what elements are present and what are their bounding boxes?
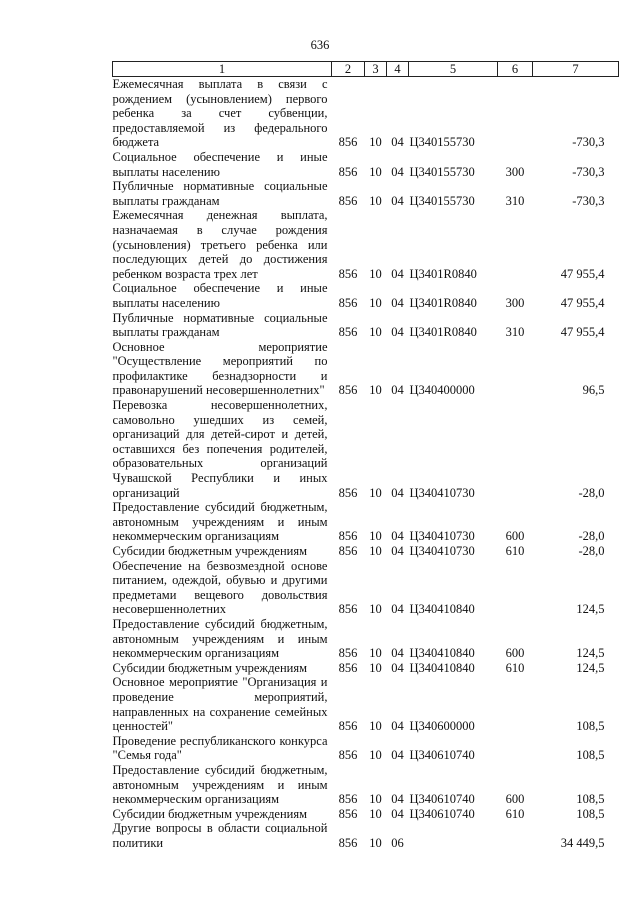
item-name: Ежемесячная выплата в связи с рождением (усыновлением) первого ребенка за счет субвенции, предоставляемой из федерального бюджета bbox=[112, 77, 328, 150]
table-row bbox=[113, 340, 619, 398]
expense-type-code bbox=[498, 208, 533, 281]
item-name: Предоставление субсидий бюджетным, автономным учреждениям и иным некоммерческим организациям bbox=[112, 500, 328, 544]
section-code: 10 bbox=[369, 748, 382, 763]
subsection-code: 04 bbox=[391, 529, 404, 544]
ministry-code: 856 bbox=[338, 806, 358, 821]
expense-type-code bbox=[498, 77, 533, 150]
section-code: 10 bbox=[369, 193, 382, 208]
expense-type-code: 600 bbox=[505, 529, 525, 544]
ministry-code: 856 bbox=[338, 748, 358, 763]
expense-type-code: 610 bbox=[505, 660, 525, 675]
table-row bbox=[113, 763, 619, 807]
subsection-code: 04 bbox=[391, 602, 404, 617]
subsection-code: 04 bbox=[391, 325, 404, 340]
table-row bbox=[113, 77, 619, 150]
column-header: 6 bbox=[498, 62, 533, 77]
section-code: 10 bbox=[369, 135, 382, 150]
target-article-code: Ц340610740 bbox=[409, 748, 475, 763]
expense-type-code: 310 bbox=[505, 325, 525, 340]
item-name: Основное мероприятие "Осуществление мероприятий по профилактике безнадзорности и правонарушений несовершеннолетних" bbox=[112, 339, 328, 398]
target-article-code: Ц340600000 bbox=[409, 719, 475, 734]
table-row bbox=[113, 661, 619, 676]
subsection-code: 04 bbox=[391, 660, 404, 675]
expense-type-code bbox=[498, 675, 533, 733]
section-code: 10 bbox=[369, 383, 382, 398]
column-header: 4 bbox=[387, 62, 409, 77]
table-row bbox=[113, 734, 619, 763]
table-row bbox=[113, 179, 619, 208]
amount: 47 955,4 bbox=[560, 295, 605, 310]
subsection-code: 04 bbox=[391, 719, 404, 734]
target-article-code: Ц3401R0840 bbox=[409, 325, 477, 340]
ministry-code: 856 bbox=[338, 295, 358, 310]
subsection-code: 04 bbox=[391, 806, 404, 821]
expense-type-code: 300 bbox=[505, 295, 525, 310]
subsection-code: 04 bbox=[391, 544, 404, 558]
table-row bbox=[113, 208, 619, 281]
amount: 47 955,4 bbox=[560, 325, 605, 340]
ministry-code: 856 bbox=[338, 544, 358, 558]
target-article-code: Ц340410730 bbox=[409, 529, 475, 544]
subsection-code: 04 bbox=[391, 383, 404, 398]
target-article-code: Ц340610740 bbox=[409, 806, 475, 821]
expense-type-code bbox=[498, 398, 533, 500]
target-article-code: Ц340155730 bbox=[409, 164, 475, 179]
expense-type-code: 300 bbox=[505, 164, 525, 179]
amount: -730,3 bbox=[572, 164, 605, 179]
section-code: 10 bbox=[369, 485, 382, 500]
amount: 124,5 bbox=[576, 660, 605, 675]
amount: 96,5 bbox=[582, 383, 605, 398]
subsection-code: 04 bbox=[391, 295, 404, 310]
subsection-code: 04 bbox=[391, 135, 404, 150]
ministry-code: 856 bbox=[338, 646, 358, 661]
target-article-code: Ц340410840 bbox=[409, 646, 475, 661]
table-row bbox=[113, 500, 619, 544]
column-header: 2 bbox=[332, 62, 365, 77]
header-row bbox=[113, 62, 619, 77]
section-code: 10 bbox=[369, 835, 382, 850]
amount: 47 955,4 bbox=[560, 266, 605, 281]
subsection-code: 04 bbox=[391, 646, 404, 661]
expense-type-code bbox=[498, 559, 533, 617]
amount: 124,5 bbox=[576, 602, 605, 617]
item-name: Субсидии бюджетным учреждениям bbox=[112, 806, 308, 821]
table-row bbox=[113, 150, 619, 179]
item-name: Предоставление субсидий бюджетным, автономным учреждениям и иным некоммерческим организациям bbox=[112, 762, 328, 807]
table-row bbox=[113, 821, 619, 850]
item-name: Социальное обеспечение и иные выплаты населению bbox=[112, 149, 328, 179]
item-name: Субсидии бюджетным учреждениям bbox=[112, 544, 308, 558]
target-article-code: Ц3401R0840 bbox=[409, 266, 477, 281]
expense-type-code: 600 bbox=[505, 646, 525, 661]
section-code: 10 bbox=[369, 266, 382, 281]
section-code: 10 bbox=[369, 325, 382, 340]
table-row bbox=[113, 544, 619, 559]
subsection-code: 04 bbox=[391, 485, 404, 500]
ministry-code: 856 bbox=[338, 660, 358, 675]
item-name: Основное мероприятие "Организация и проведение мероприятий, направленных на сохранение семейных ценностей" bbox=[112, 675, 328, 734]
amount: -730,3 bbox=[572, 135, 605, 150]
section-code: 10 bbox=[369, 792, 382, 807]
expense-type-code bbox=[498, 821, 533, 850]
target-article-code: Ц340155730 bbox=[409, 135, 475, 150]
subsection-code: 04 bbox=[391, 164, 404, 179]
ministry-code: 856 bbox=[338, 529, 358, 544]
table-row bbox=[113, 281, 619, 310]
item-name: Социальное обеспечение и иные выплаты населению bbox=[112, 281, 328, 310]
ministry-code: 856 bbox=[338, 164, 358, 179]
budget-table bbox=[112, 61, 619, 850]
section-code: 10 bbox=[369, 646, 382, 661]
expense-type-code: 610 bbox=[505, 806, 525, 821]
amount: -28,0 bbox=[578, 544, 605, 558]
section-code: 10 bbox=[369, 602, 382, 617]
ministry-code: 856 bbox=[338, 602, 358, 617]
amount: 108,5 bbox=[576, 719, 605, 734]
section-code: 10 bbox=[369, 529, 382, 544]
target-article-code: Ц340410840 bbox=[409, 660, 475, 675]
amount: -28,0 bbox=[578, 529, 605, 544]
section-code: 10 bbox=[369, 544, 382, 558]
column-header: 3 bbox=[365, 62, 387, 77]
expense-type-code: 310 bbox=[505, 193, 525, 208]
ministry-code: 856 bbox=[338, 485, 358, 500]
section-code: 10 bbox=[369, 806, 382, 821]
table-row bbox=[113, 559, 619, 617]
target-article-code: Ц340610740 bbox=[409, 792, 475, 807]
item-name: Предоставление субсидий бюджетным, автономным учреждениям и иным некоммерческим организациям bbox=[112, 616, 328, 661]
ministry-code: 856 bbox=[338, 266, 358, 281]
item-name: Другие вопросы в области социальной политики bbox=[112, 821, 328, 850]
expense-type-code: 600 bbox=[505, 792, 525, 807]
expense-type-code bbox=[498, 340, 533, 398]
ministry-code: 856 bbox=[338, 383, 358, 398]
subsection-code: 04 bbox=[391, 748, 404, 763]
section-code: 10 bbox=[369, 719, 382, 734]
section-code: 10 bbox=[369, 164, 382, 179]
amount: 108,5 bbox=[576, 792, 605, 807]
ministry-code: 856 bbox=[338, 325, 358, 340]
target-article-code: Ц340410840 bbox=[409, 602, 475, 617]
target-article-code: Ц3401R0840 bbox=[409, 295, 477, 310]
item-name: Перевозка несовершеннолетних, самовольно ушедших из семей, организаций для детей-сирот и детей, оставшихся без попечения родителей, образовательных организаций Чувашской Республики и иных организаций bbox=[112, 398, 328, 500]
ministry-code: 856 bbox=[338, 719, 358, 734]
column-header: 7 bbox=[533, 62, 619, 77]
amount: 108,5 bbox=[576, 748, 605, 763]
ministry-code: 856 bbox=[338, 835, 358, 850]
amount: -730,3 bbox=[572, 193, 605, 208]
ministry-code: 856 bbox=[338, 193, 358, 208]
target-article-code: Ц340410730 bbox=[409, 544, 475, 558]
expense-type-code bbox=[498, 734, 533, 763]
item-name: Проведение республиканского конкурса "Семья года" bbox=[112, 733, 328, 763]
item-name: Обеспечение на безвозмездной основе питанием, одеждой, обувью и другими предметами вещевого довольствия несовершеннолетних bbox=[112, 558, 328, 617]
table-row bbox=[113, 617, 619, 661]
subsection-code: 04 bbox=[391, 266, 404, 281]
amount: 34 449,5 bbox=[560, 835, 605, 850]
table-row bbox=[113, 311, 619, 340]
section-code: 10 bbox=[369, 660, 382, 675]
ministry-code: 856 bbox=[338, 135, 358, 150]
subsection-code: 06 bbox=[391, 835, 404, 850]
table-row bbox=[113, 807, 619, 822]
target-article-code bbox=[409, 821, 498, 850]
amount: -28,0 bbox=[578, 485, 605, 500]
section-code: 10 bbox=[369, 295, 382, 310]
item-name: Публичные нормативные социальные выплаты гражданам bbox=[112, 179, 328, 208]
amount: 108,5 bbox=[576, 806, 605, 821]
target-article-code: Ц340410730 bbox=[409, 485, 475, 500]
item-name: Субсидии бюджетным учреждениям bbox=[112, 660, 308, 675]
column-header: 1 bbox=[113, 62, 332, 77]
subsection-code: 04 bbox=[391, 792, 404, 807]
item-name: Публичные нормативные социальные выплаты гражданам bbox=[112, 310, 328, 340]
ministry-code: 856 bbox=[338, 792, 358, 807]
target-article-code: Ц340155730 bbox=[409, 193, 475, 208]
expense-type-code: 610 bbox=[505, 544, 525, 558]
target-article-code: Ц340400000 bbox=[409, 383, 475, 398]
amount: 124,5 bbox=[576, 646, 605, 661]
subsection-code: 04 bbox=[391, 193, 404, 208]
table-row bbox=[113, 398, 619, 500]
table-row bbox=[113, 675, 619, 733]
column-header: 5 bbox=[409, 62, 498, 77]
page-number: 636 bbox=[310, 38, 330, 52]
item-name: Ежемесячная денежная выплата, назначаемая в случае рождения (усыновления) третьего ребенка или последующих детей до достижения ребенком возраста трех лет bbox=[112, 208, 328, 281]
